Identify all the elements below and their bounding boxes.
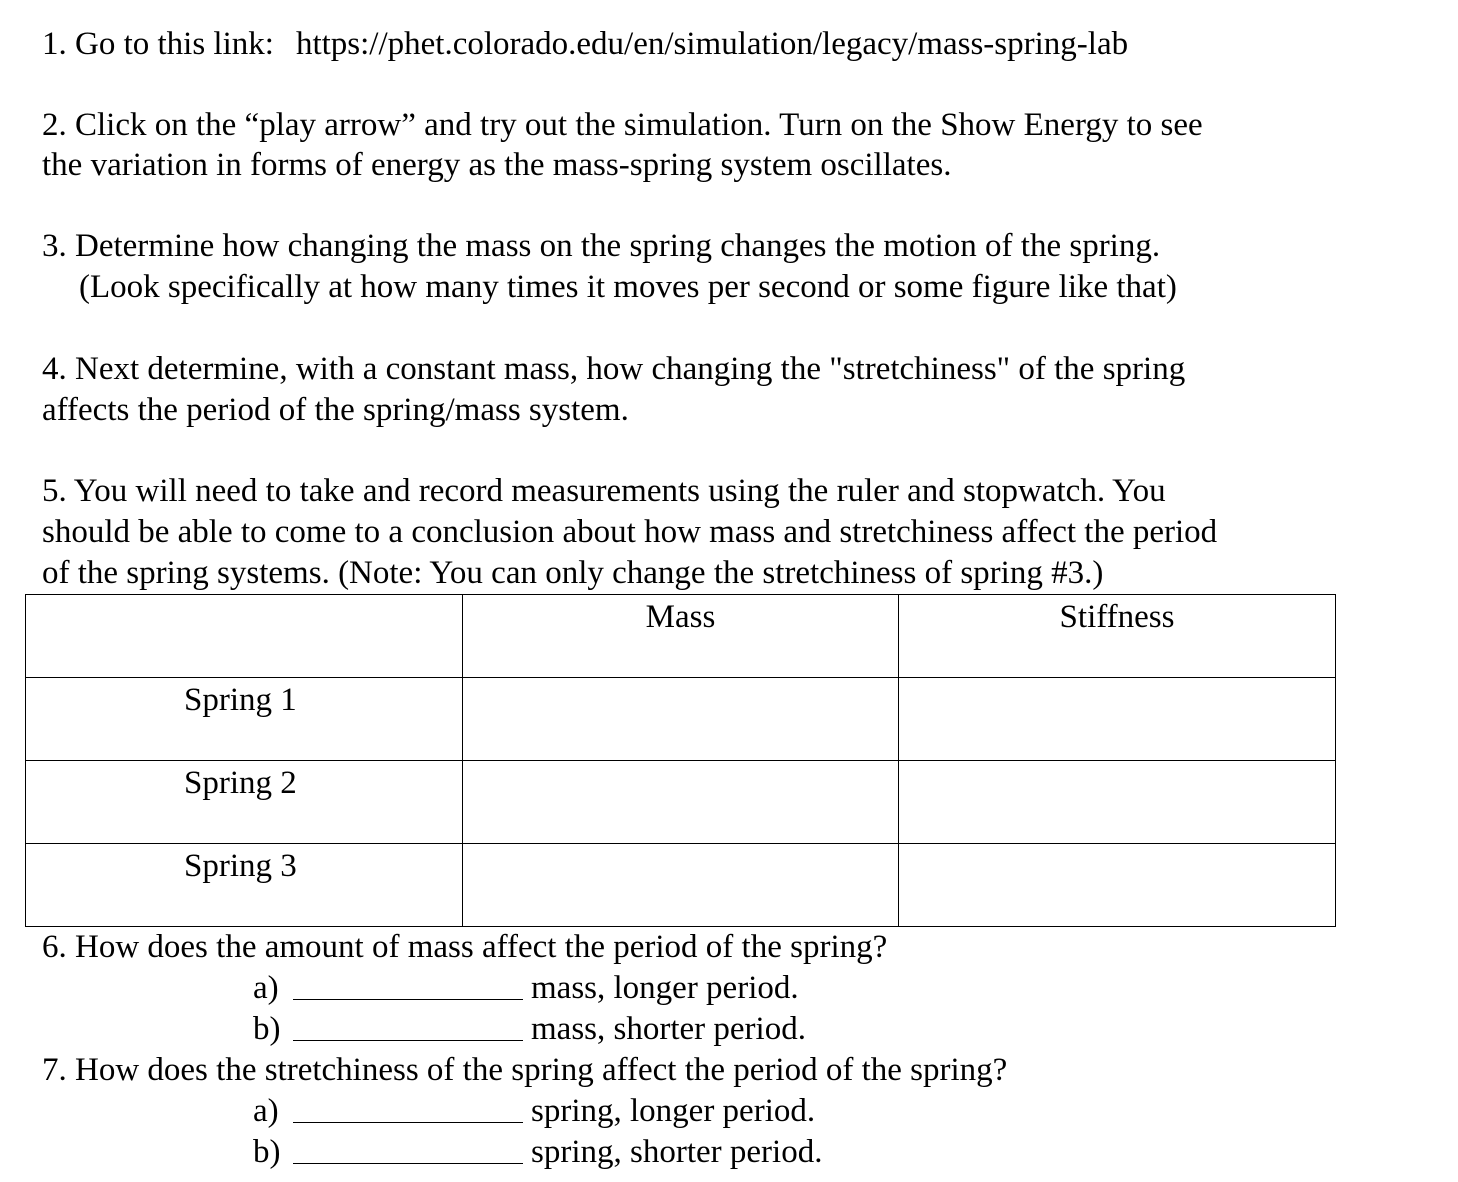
q6-a-blank[interactable] bbox=[293, 999, 523, 1000]
table-row bbox=[26, 761, 1336, 844]
step-2-line-2: the variation in forms of energy as the mass-spring system oscillates. bbox=[42, 147, 952, 183]
step-4-line-2: affects the period of the spring/mass system. bbox=[42, 392, 629, 428]
q7-b-blank[interactable] bbox=[293, 1163, 523, 1164]
row-label-spring-3: Spring 3 bbox=[26, 844, 463, 927]
cell-spring-1-mass[interactable] bbox=[463, 678, 899, 761]
table-row bbox=[26, 678, 1336, 761]
step-1-prefix: 1. Go to this link: bbox=[42, 26, 274, 62]
table-header-blank bbox=[26, 595, 463, 678]
step-5-line-2: should be able to come to a conclusion about how mass and stretchiness affect the period bbox=[42, 514, 1218, 550]
row-label-spring-1: Spring 1 bbox=[26, 678, 463, 761]
q7-a-label: a) bbox=[253, 1093, 279, 1129]
q7-a-blank[interactable] bbox=[293, 1122, 523, 1123]
step-4-line-1: 4. Next determine, with a constant mass, how changing the "stretchiness" of the spring bbox=[42, 351, 1186, 387]
q7-b-text: spring, shorter period. bbox=[531, 1134, 823, 1170]
q6-b-label: b) bbox=[253, 1011, 281, 1047]
cell-spring-2-mass[interactable] bbox=[463, 761, 899, 844]
cell-spring-2-stiffness[interactable] bbox=[899, 761, 1336, 844]
q6-b-blank[interactable] bbox=[293, 1040, 523, 1041]
cell-spring-3-mass[interactable] bbox=[463, 844, 899, 927]
q7-b-label: b) bbox=[253, 1134, 281, 1170]
table-row bbox=[26, 844, 1336, 927]
step-1 bbox=[42, 24, 1128, 64]
step-5-line-1: 5. You will need to take and record measurements using the ruler and stopwatch. You bbox=[42, 473, 1166, 509]
measurement-table bbox=[25, 594, 1336, 927]
q6-a-label: a) bbox=[253, 970, 279, 1006]
q6-a-text: mass, longer period. bbox=[531, 970, 799, 1006]
step-5-line-3: of the spring systems. (Note: You can only change the stretchiness of spring #3.) bbox=[42, 555, 1104, 591]
table-header-mass: Mass bbox=[463, 595, 899, 678]
table-header-stiffness: Stiffness bbox=[899, 595, 1336, 678]
cell-spring-1-stiffness[interactable] bbox=[899, 678, 1336, 761]
q6-b-text: mass, shorter period. bbox=[531, 1011, 806, 1047]
step-3-line-1: 3. Determine how changing the mass on the spring changes the motion of the spring. bbox=[42, 228, 1161, 264]
simulation-link[interactable]: https://phet.colorado.edu/en/simulation/legacy/mass-spring-lab bbox=[295, 26, 1129, 62]
question-7: 7. How does the stretchiness of the spring affect the period of the spring? bbox=[42, 1052, 1008, 1088]
row-label-spring-2: Spring 2 bbox=[26, 761, 463, 844]
q7-a-text: spring, longer period. bbox=[531, 1093, 816, 1129]
step-2-line-1: 2. Click on the “play arrow” and try out the simulation. Turn on the Show Energy to see bbox=[42, 107, 1203, 143]
table-header-row bbox=[26, 595, 1336, 678]
step-3-line-2: (Look specifically at how many times it moves per second or some figure like that) bbox=[79, 269, 1177, 305]
question-6: 6. How does the amount of mass affect the period of the spring? bbox=[42, 929, 888, 965]
cell-spring-3-stiffness[interactable] bbox=[899, 844, 1336, 927]
